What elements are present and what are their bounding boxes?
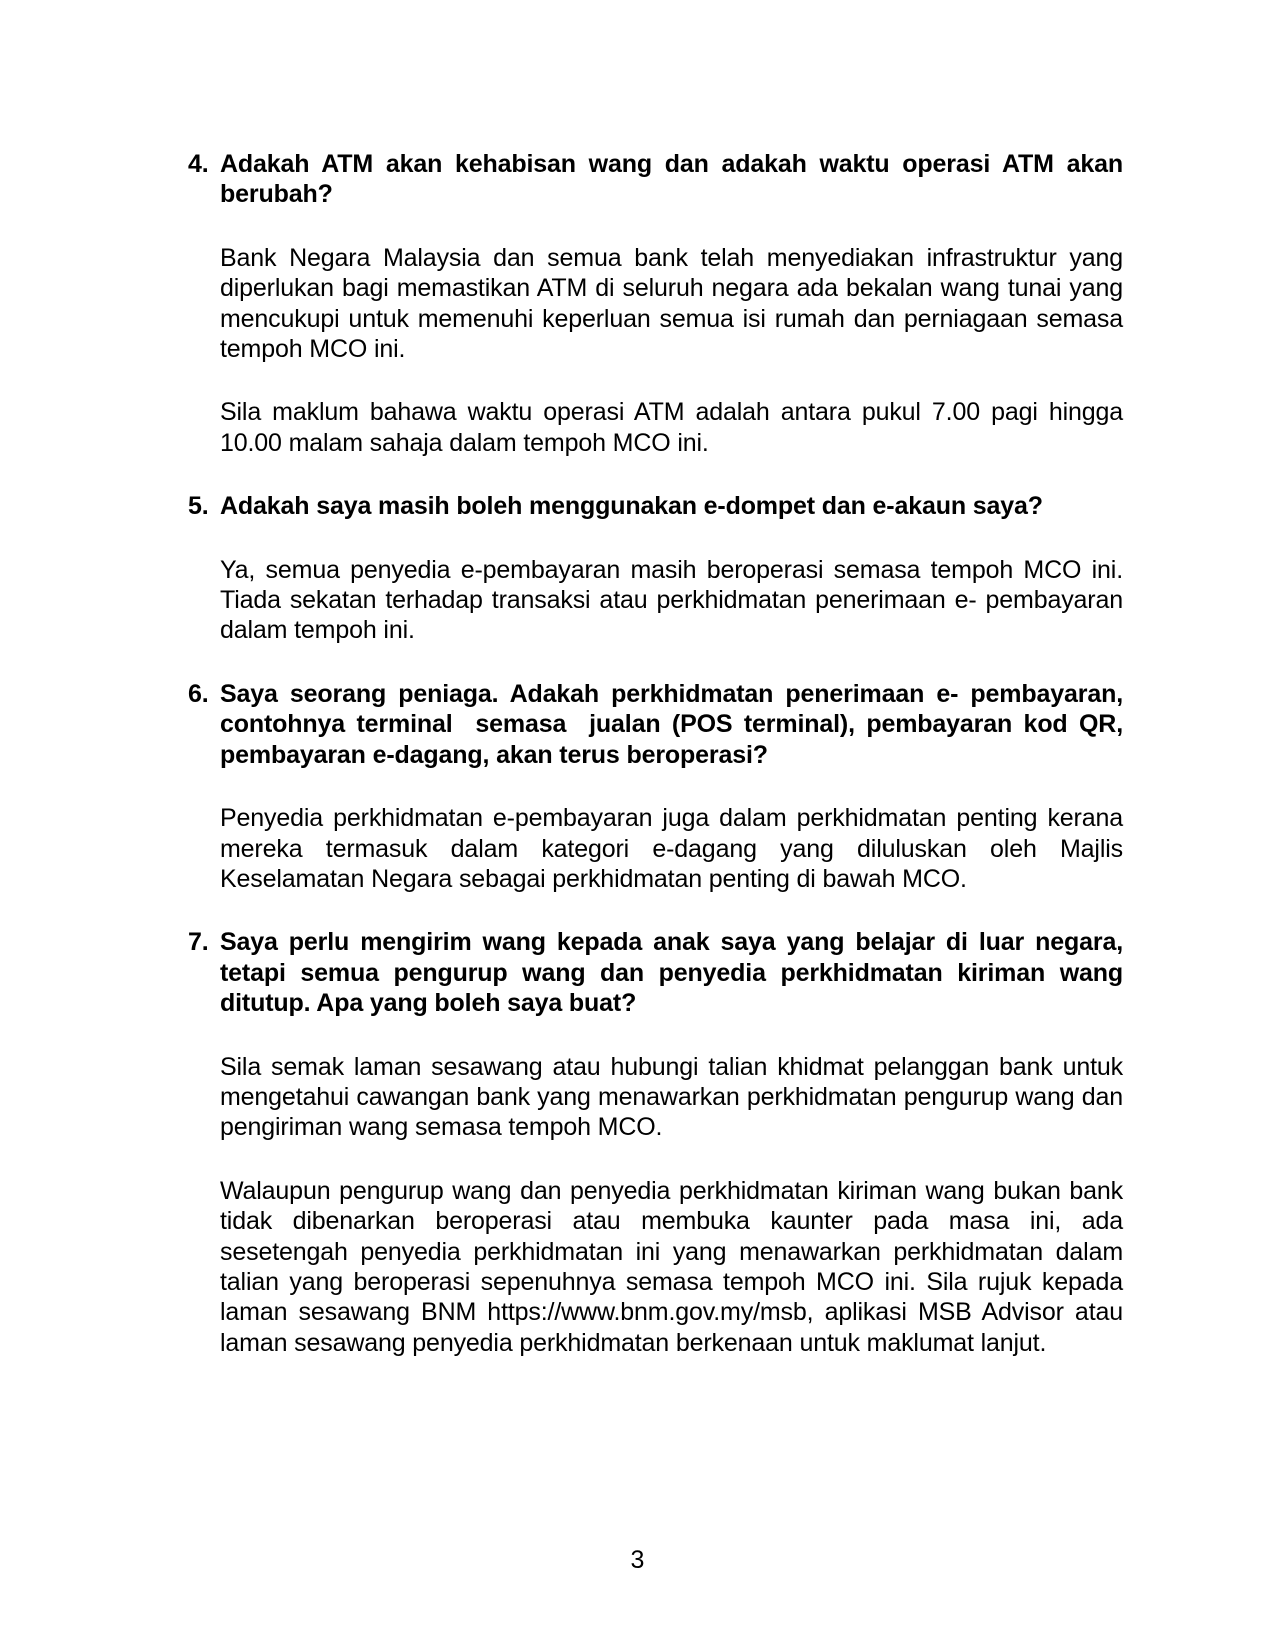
question-heading: [220, 679, 1123, 770]
page-number: 3: [630, 1546, 645, 1574]
answer-paragraph: [220, 803, 1123, 894]
question-number: 7.: [188, 928, 209, 957]
answer-line: tempoh MCO ini.: [220, 335, 406, 364]
answer-paragraph: [220, 1052, 1123, 1143]
faq-item-body: [220, 491, 1123, 679]
question-heading: [220, 927, 1123, 1018]
answer-line: Sila maklum bahawa waktu operasi ATM adalah antara pukul 7.00 pagi hingga: [220, 398, 1123, 427]
answer-paragraph: [220, 1176, 1123, 1358]
answer-line: 10.00 malam sahaja dalam tempoh MCO ini.: [220, 428, 709, 457]
answer-line: Keselamatan Negara sebagai perkhidmatan penting di bawah MCO.: [220, 864, 967, 893]
answer-paragraph: [220, 243, 1123, 365]
faq-item-7: [188, 927, 1123, 1391]
answer-line: Bank Negara Malaysia dan semua bank telah menyediakan infrastruktur yang: [220, 243, 1123, 272]
answer-paragraph: [220, 555, 1123, 646]
faq-item-body: [220, 927, 1123, 1391]
answer-line: Penyedia perkhidmatan e-pembayaran juga dalam perkhidmatan penting kerana: [220, 804, 1123, 833]
answer-line: sesetengah penyedia perkhidmatan ini yang menawarkan perkhidmatan dalam: [220, 1237, 1123, 1266]
answer-line: mengetahui cawangan bank yang menawarkan perkhidmatan pengurup wang dan: [220, 1082, 1123, 1111]
question-line: berubah?: [220, 180, 333, 209]
question-line: Saya perlu mengirim wang kepada anak saya yang belajar di luar negara,: [220, 928, 1123, 957]
answer-line: mencukupi untuk memenuhi keperluan semua isi rumah dan perniagaan semasa: [220, 304, 1123, 333]
faq-item-body: [220, 679, 1123, 927]
answer-line: diperlukan bagi memastikan ATM di seluruh negara ada bekalan wang tunai yang: [220, 274, 1123, 303]
question-line: pembayaran e-dagang, akan terus beroperasi?: [220, 740, 768, 769]
answer-paragraph: [220, 397, 1123, 458]
answer-line: dalam tempoh ini.: [220, 616, 415, 645]
question-line: contohnya terminal semasa jualan (POS terminal), pembayaran kod QR,: [220, 710, 1123, 739]
question-line: ditutup. Apa yang boleh saya buat?: [220, 989, 637, 1018]
faq-item-body: [220, 149, 1123, 491]
answer-line: pengiriman wang semasa tempoh MCO.: [220, 1113, 663, 1142]
question-number: 6.: [188, 679, 209, 708]
answer-line: laman sesawang penyedia perkhidmatan berkenaan untuk maklumat lanjut.: [220, 1328, 1047, 1357]
question-line: Saya seorang peniaga. Adakah perkhidmatan penerimaan e- pembayaran,: [220, 679, 1123, 708]
faq-item-5: [188, 491, 1123, 679]
faq-item-4: [188, 149, 1123, 491]
question-line: Adakah saya masih boleh menggunakan e-dompet dan e-akaun saya?: [220, 492, 1043, 521]
question-heading: [220, 149, 1123, 210]
question-heading: [220, 491, 1123, 521]
question-number: 5.: [188, 492, 209, 521]
answer-line: mereka termasuk dalam kategori e-dagang yang diluluskan oleh Majlis: [220, 834, 1123, 863]
faq-list: [188, 149, 1123, 1391]
question-line: Adakah ATM akan kehabisan wang dan adakah waktu operasi ATM akan: [220, 150, 1123, 178]
faq-item-6: [188, 679, 1123, 927]
answer-line: Walaupun pengurup wang dan penyedia perkhidmatan kiriman wang bukan bank: [220, 1176, 1123, 1205]
question-line: tetapi semua pengurup wang dan penyedia perkhidmatan kiriman wang: [220, 958, 1123, 987]
answer-line: Ya, semua penyedia e-pembayaran masih beroperasi semasa tempoh MCO ini.: [220, 555, 1123, 584]
answer-line: tidak dibenarkan beroperasi atau membuka kaunter pada masa ini, ada: [220, 1207, 1123, 1236]
answer-line: Sila semak laman sesawang atau hubungi talian khidmat pelanggan bank untuk: [220, 1052, 1123, 1081]
answer-line: Tiada sekatan terhadap transaksi atau perkhidmatan penerimaan e- pembayaran: [220, 586, 1123, 615]
answer-line: laman sesawang BNM https://www.bnm.gov.my/msb, aplikasi MSB Advisor atau: [220, 1298, 1123, 1327]
question-number: 4.: [188, 150, 209, 178]
answer-line: talian yang beroperasi sepenuhnya semasa tempoh MCO ini. Sila rujuk kepada: [220, 1267, 1123, 1296]
